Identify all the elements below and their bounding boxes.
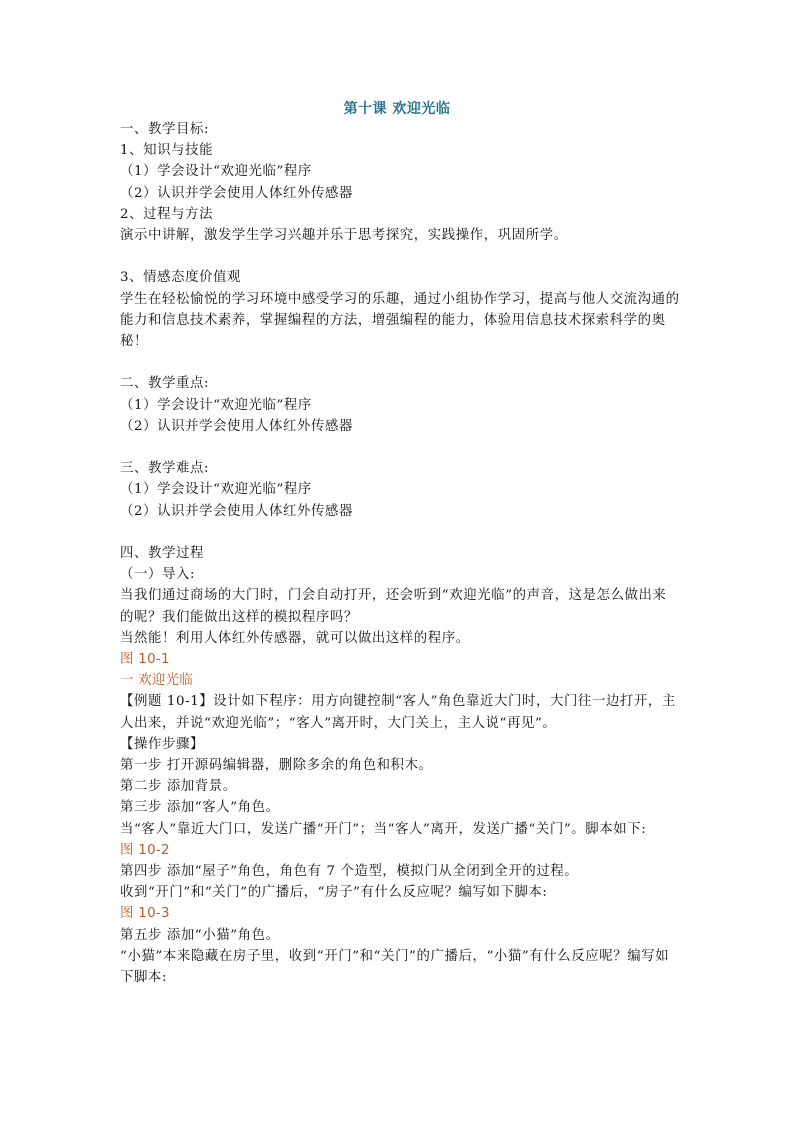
text-line: 第一步 打开源码编辑器，删除多余的角色和积木。	[120, 758, 433, 774]
text-line: （2）认识并学会使用人体红外传感器	[120, 185, 353, 201]
page-title: 第十课 欢迎光临	[343, 101, 451, 117]
blank-line	[120, 246, 680, 267]
text-line: 第四步 添加“屋子”角色，角色有 7 个造型，模拟门从全闭到全开的过程。	[120, 864, 579, 880]
text-line: 演示中讲解，激发学生学习兴趣并乐于思考探究，实践操作，巩固所学。	[120, 228, 568, 244]
text-line: “小猫”本来隐藏在房子里，收到“开门”和“关门”的广播后，“小猫”有什么反应呢？编写如下脚本:	[120, 948, 670, 986]
text-line: 二、教学重点:	[120, 376, 210, 392]
text-line: 【例题 10-1】设计如下程序：用方向键控制“客人”角色靠近大门时，大门往一边打开，主人出来，并说“欢迎光临”；“客人”离开时，大门关上，主人说“再见”。	[120, 694, 676, 731]
text-line: 当“客人”靠近大门口，发送广播“开门”；当“客人”离开，发送广播“关门”。脚本如下:	[120, 821, 647, 837]
text-line: 当然能！利用人体红外传感器，就可以做出这样的程序。	[120, 630, 470, 646]
text-line: （1）学会设计“欢迎光临”程序	[120, 482, 312, 498]
text-line: 第二步 添加背景。	[120, 779, 237, 795]
text-line: 一、教学目标:	[120, 122, 210, 137]
blank-line	[120, 522, 680, 543]
text-line: （1）学会设计“欢迎光临”程序	[120, 164, 312, 180]
blank-line	[120, 352, 680, 373]
text-line: （一）导入:	[120, 567, 196, 583]
figure-caption: 图 10-3	[120, 906, 170, 922]
text-line: 四、教学过程	[120, 546, 204, 561]
document-body	[120, 119, 680, 988]
text-line: 学生在轻松愉悦的学习环境中感受学习的乐趣，通过小组协作学习，提高与他人交流沟通的能力和信息技术素养，掌握编程的方法，增强编程的能力，体验用信息技术探索科学的奥秘！	[120, 291, 680, 350]
text-line: 当我们通过商场的大门时，门会自动打开，还会听到“欢迎光临”的声音，这是怎么做出来的呢？我们能做出这样的模拟程序吗？	[120, 588, 667, 625]
text-line: （1）学会设计“欢迎光临”程序	[120, 397, 312, 413]
text-line: 1、知识与技能	[120, 143, 214, 159]
text-line: （2）认识并学会使用人体红外传感器	[120, 418, 353, 434]
text-line: 3、情感态度价值观	[120, 270, 242, 286]
figure-caption: 一 欢迎光临	[120, 673, 194, 689]
text-line: 第三步 添加“客人”角色。	[120, 800, 280, 816]
blank-line	[120, 437, 680, 458]
figure-caption: 图 10-2	[120, 842, 170, 858]
text-line: 2、过程与方法	[120, 206, 214, 222]
figure-caption: 图 10-1	[120, 652, 170, 668]
text-line: 三、教学难点:	[120, 461, 210, 477]
text-line: 【操作步骤】	[120, 736, 204, 752]
text-line: 第五步 添加“小猫”角色。	[120, 927, 280, 943]
text-line: 收到“开门”和“关门”的广播后，“房子”有什么反应呢？编写如下脚本:	[120, 885, 548, 901]
text-line: （2）认识并学会使用人体红外传感器	[120, 503, 353, 519]
